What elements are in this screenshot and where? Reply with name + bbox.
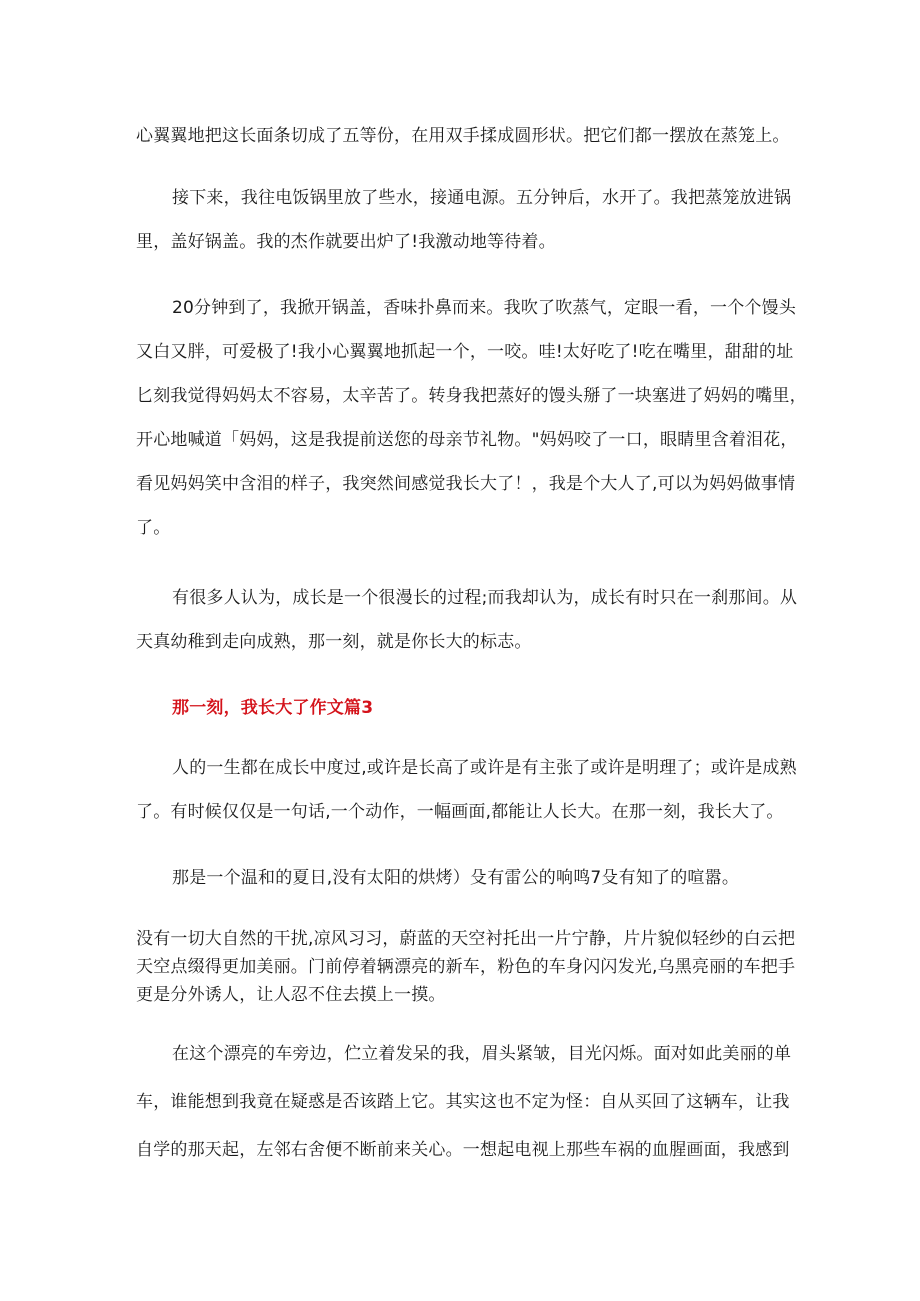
paragraph-line: 在这个漂亮的车旁边，伫立着发呆的我，眉头紧皱，目光闪烁。面对如此美丽的单 (172, 1044, 792, 1064)
paragraph-line: 天空点缀得更加美丽。门前停着辆漂亮的新车，粉色的车身闪闪发光,乌黑亮丽的车把手 (136, 957, 796, 977)
paragraph-line: 那是一个温和的夏日,没有太阳的烘烤）殳有雷公的响鸣7殳有知了的喧嚣。 (172, 868, 740, 888)
paragraph-line: 20分钟到了，我掀开锅盖，香味扑鼻而来。我吹了吹蒸气，定眼一看，一个个馒头 (172, 298, 797, 318)
paragraph-line: 接下来，我往电饭锅里放了些水，接通电源。五分钟后，水开了。我把蒸笼放进锅 (172, 188, 792, 208)
section-heading: 那一刻，我长大了作文篇3 (172, 698, 374, 718)
paragraph-line: 没有一切大自然的干扰,凉风习习，蔚蓝的天空衬托出一片宁静，片片貌似轻纱的白云把 (136, 929, 796, 949)
paragraph-line: 匕刻我觉得妈妈太不容易，太辛苦了。转身我把蒸好的馒头掰了一块塞进了妈妈的嘴里， (136, 386, 807, 406)
paragraph-line: 开心地喊道「妈妈，这是我提前送您的母亲节礼物。"妈妈咬了一口，眼睛里含着泪花， (136, 430, 798, 450)
paragraph-line: 了。有时候仅仅是一句话,一个动作，一幅画面,都能让人长大。在那一刻，我长大了。 (136, 802, 784, 822)
paragraph-line: 了。 (136, 518, 171, 538)
paragraph-line: 里，盖好锅盖。我的杰作就要出炉了!我激动地等待着。 (136, 232, 556, 252)
paragraph-line: 又白又胖，可爱极了!我小心翼翼地抓起一个，一咬。哇!太好吃了!吃在嘴里，甜甜的址 (136, 342, 794, 362)
paragraph-line: 有很多人认为，成长是一个很漫长的过程;而我却认为，成长有时只在一刹那间。从 (172, 588, 798, 608)
paragraph-line: 天真幼稚到走向成熟，那一刻，就是你长大的标志。 (136, 632, 532, 652)
paragraph-line: 人的一生都在成长中度过,或许是长高了或许是有主张了或许是明理了；或许是成熟 (172, 758, 797, 778)
paragraph-line: 心翼翼地把这长面条切成了五等份，在用双手揉成圆形状。把它们都一摆放在蒸笼上。 (136, 126, 790, 146)
paragraph-line: 更是分外诱人，让人忍不住去摸上一摸。 (136, 985, 446, 1005)
paragraph-line: 车，谁能想到我竟在疑惑是否该踏上它。其实这也不定为怪：自从买回了这辆车，让我 (136, 1092, 790, 1112)
paragraph-line: 自学的那天起，左邻右舍便不断前来关心。一想起电视上那些车祸的血腥画面，我感到 (136, 1140, 790, 1160)
paragraph-line: 看见妈妈笑中含泪的样子，我突然间感觉我长大了！，我是个大人了,可以为妈妈做事情 (136, 474, 796, 494)
